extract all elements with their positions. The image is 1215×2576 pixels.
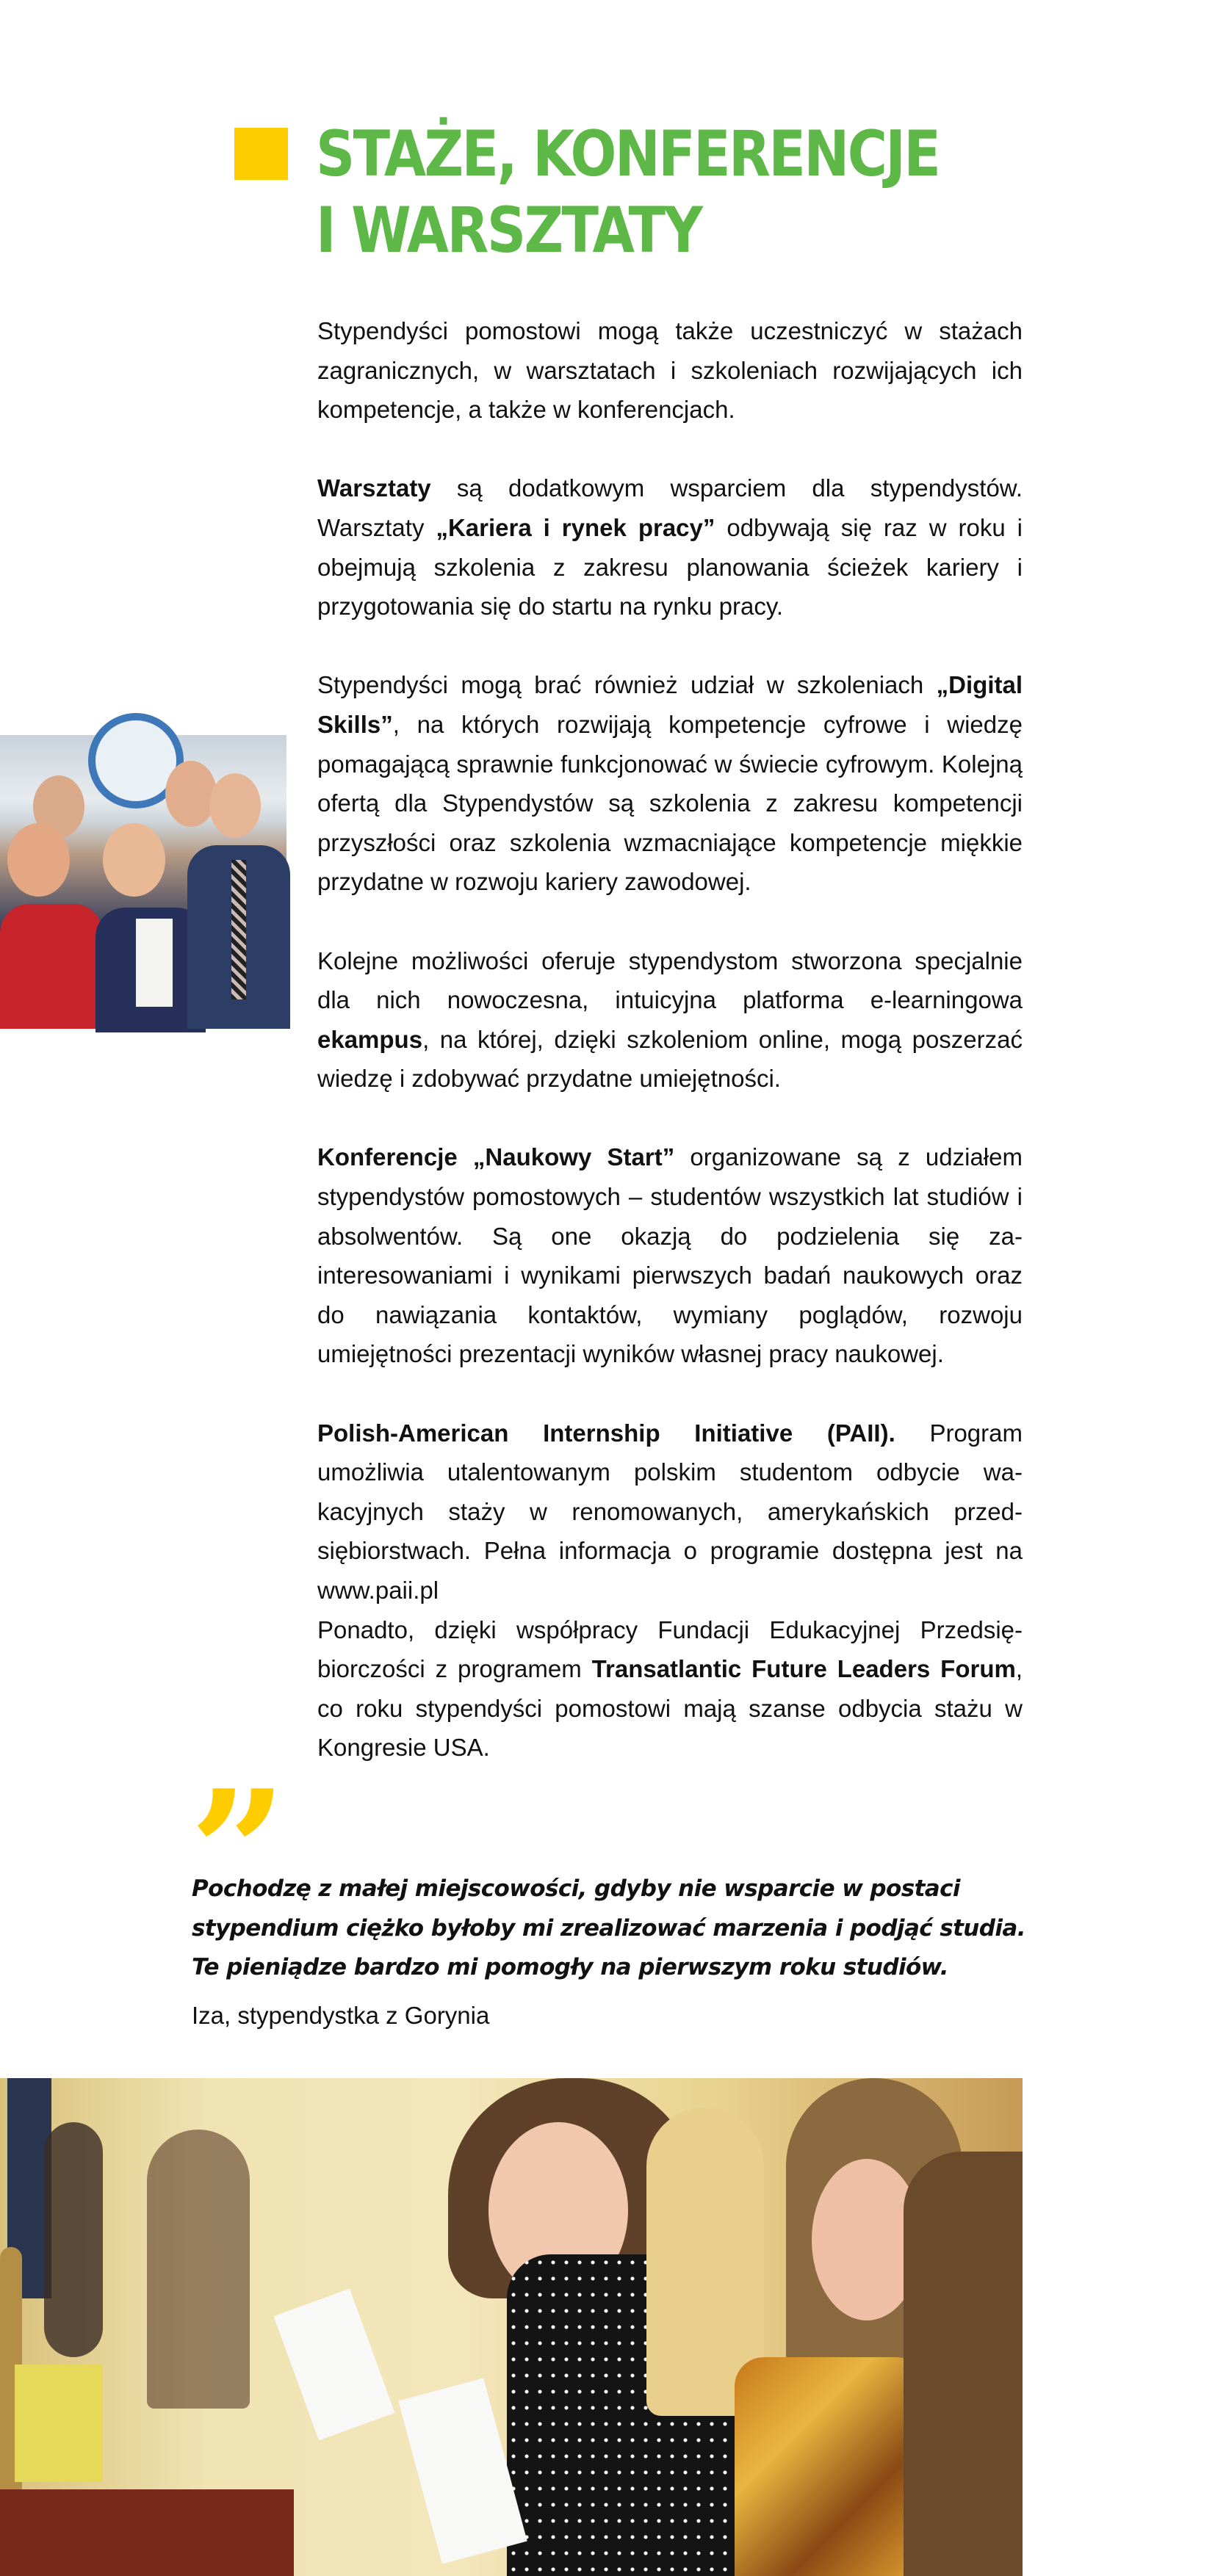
paragraph-digital-skills <box>317 665 1023 902</box>
text: , na której, dzięki szkoleniom online, mogą poszerzać wiedzę i zdobywać przydatne umiejętności. <box>317 1025 1023 1093</box>
testimonial-quote <box>192 1870 1029 1988</box>
photo-detail <box>735 2357 926 2576</box>
quote-icon: ” <box>190 1754 280 1952</box>
body-text <box>317 311 1023 1768</box>
photo-detail <box>103 823 165 897</box>
text: odbywają się raz w roku i obejmują szkolenia z zakresu planowania ścieżek kariery i przygotowania się do startu na rynku pracy. <box>317 513 1023 621</box>
quote-line: Te pieniądze bardzo mi pomogły na pierwszym roku studiów. <box>192 1954 948 1981</box>
text: , na których rozwijają kompetencje cyfrowe i wiedzę pomagającą sprawnie funkcjonować w świecie cyfrowym. Kolejną ofertą dla Stypendystów są szkolenia z zakresu kompetencji przyszłości oraz szkolenia wzmacniające kompetencje miękkie przydatne w rozwoju kariery zawodowej. <box>317 710 1023 896</box>
text: organizowane są z udziałem stypendystów pomostowych – studentów wszystkich lat studiów i absolwentów. Są one okazją do podzielenia się zainteresowaniami i wynikami pierwszych badań naukowych oraz do nawiązania kontaktów, wymiany poglądów, rozwoju umiejętności prezentacji wyników własnej pracy naukowej. <box>317 1143 1023 1368</box>
bold-text: ekampus <box>317 1025 423 1053</box>
bold-text: Warsztaty <box>317 474 431 502</box>
text: Stypendyści mogą brać również udział w szkoleniach <box>317 671 937 699</box>
quote-line: stypendium ciężko byłoby mi zrealizować marzenia i podjąć studia. <box>192 1914 1025 1942</box>
photo-detail <box>274 2289 395 2441</box>
paragraph-intro: Stypendyści pomostowi mogą także uczestniczyć w stażach zagranicznych, w warsztatach i szkoleniach rozwijających ich kompetencje, a także w konferencjach. <box>317 317 1023 424</box>
photo-detail <box>209 773 261 838</box>
text: Ponadto, dzięki współpracy Fundacji Edukacyjnej Przedsiębiorczości z programem <box>317 1616 1023 1683</box>
bold-text: „Kariera i rynek pracy” <box>436 513 715 541</box>
photo-conference-participants <box>0 2078 1023 2576</box>
photo-students-group <box>0 735 286 1021</box>
text: są dodatkowym wsparciem dla stypendystów. Warsztaty <box>317 474 1023 541</box>
paragraph-workshops <box>317 468 1023 626</box>
bold-text: Polish-American Internship Initiative (PAII). <box>317 1419 895 1447</box>
paragraph-conferences <box>317 1137 1023 1374</box>
photo-detail <box>0 904 103 1029</box>
bold-text: Transatlantic Future Leaders Forum <box>591 1655 1016 1683</box>
photo-detail <box>904 2152 1023 2576</box>
photo-detail <box>44 2122 103 2357</box>
paragraph-ekampus <box>317 941 1023 1099</box>
accent-square <box>234 128 288 180</box>
section-title-line: I WARSZTATY <box>316 194 702 267</box>
testimonial-author: Iza, stypendystka z Gorynia <box>192 2002 490 2029</box>
bold-text: „Digital Skills” <box>317 671 1023 738</box>
photo-detail <box>7 823 70 897</box>
photo-detail <box>165 761 217 827</box>
section-title-line: STAŻE, KONFERENCJE <box>316 117 940 191</box>
photo-detail <box>231 860 246 999</box>
paragraph-paii <box>317 1414 1023 1610</box>
photo-detail <box>0 2489 294 2576</box>
paragraph-tfl-forum <box>317 1610 1023 1768</box>
text: , co roku stypendyści pomostowi mają szanse odbycia stażu w Kongresie USA. <box>317 1655 1023 1762</box>
photo-detail <box>15 2365 103 2482</box>
photo-detail <box>136 919 173 1007</box>
bold-text: Konferencje „Naukowy Start” <box>317 1143 675 1171</box>
quote-line: Pochodzę z małej miejscowości, gdyby nie wsparcie w postaci <box>192 1875 960 1902</box>
photo-detail <box>147 2130 250 2409</box>
text: Kolejne możliwości oferuje stypendystom stworzona specjalnie dla nich nowoczesna, intuicyjna platforma e-learningowa <box>317 947 1023 1014</box>
section-title <box>316 116 948 269</box>
text: Program umożliwia utalentowanym polskim studentom odbycie wakacyjnych staży w renomowanych, amerykańskich przedsiębiorstwach. Pełna informacja o programie dostępna jest na www.paii.pl <box>317 1419 1023 1604</box>
